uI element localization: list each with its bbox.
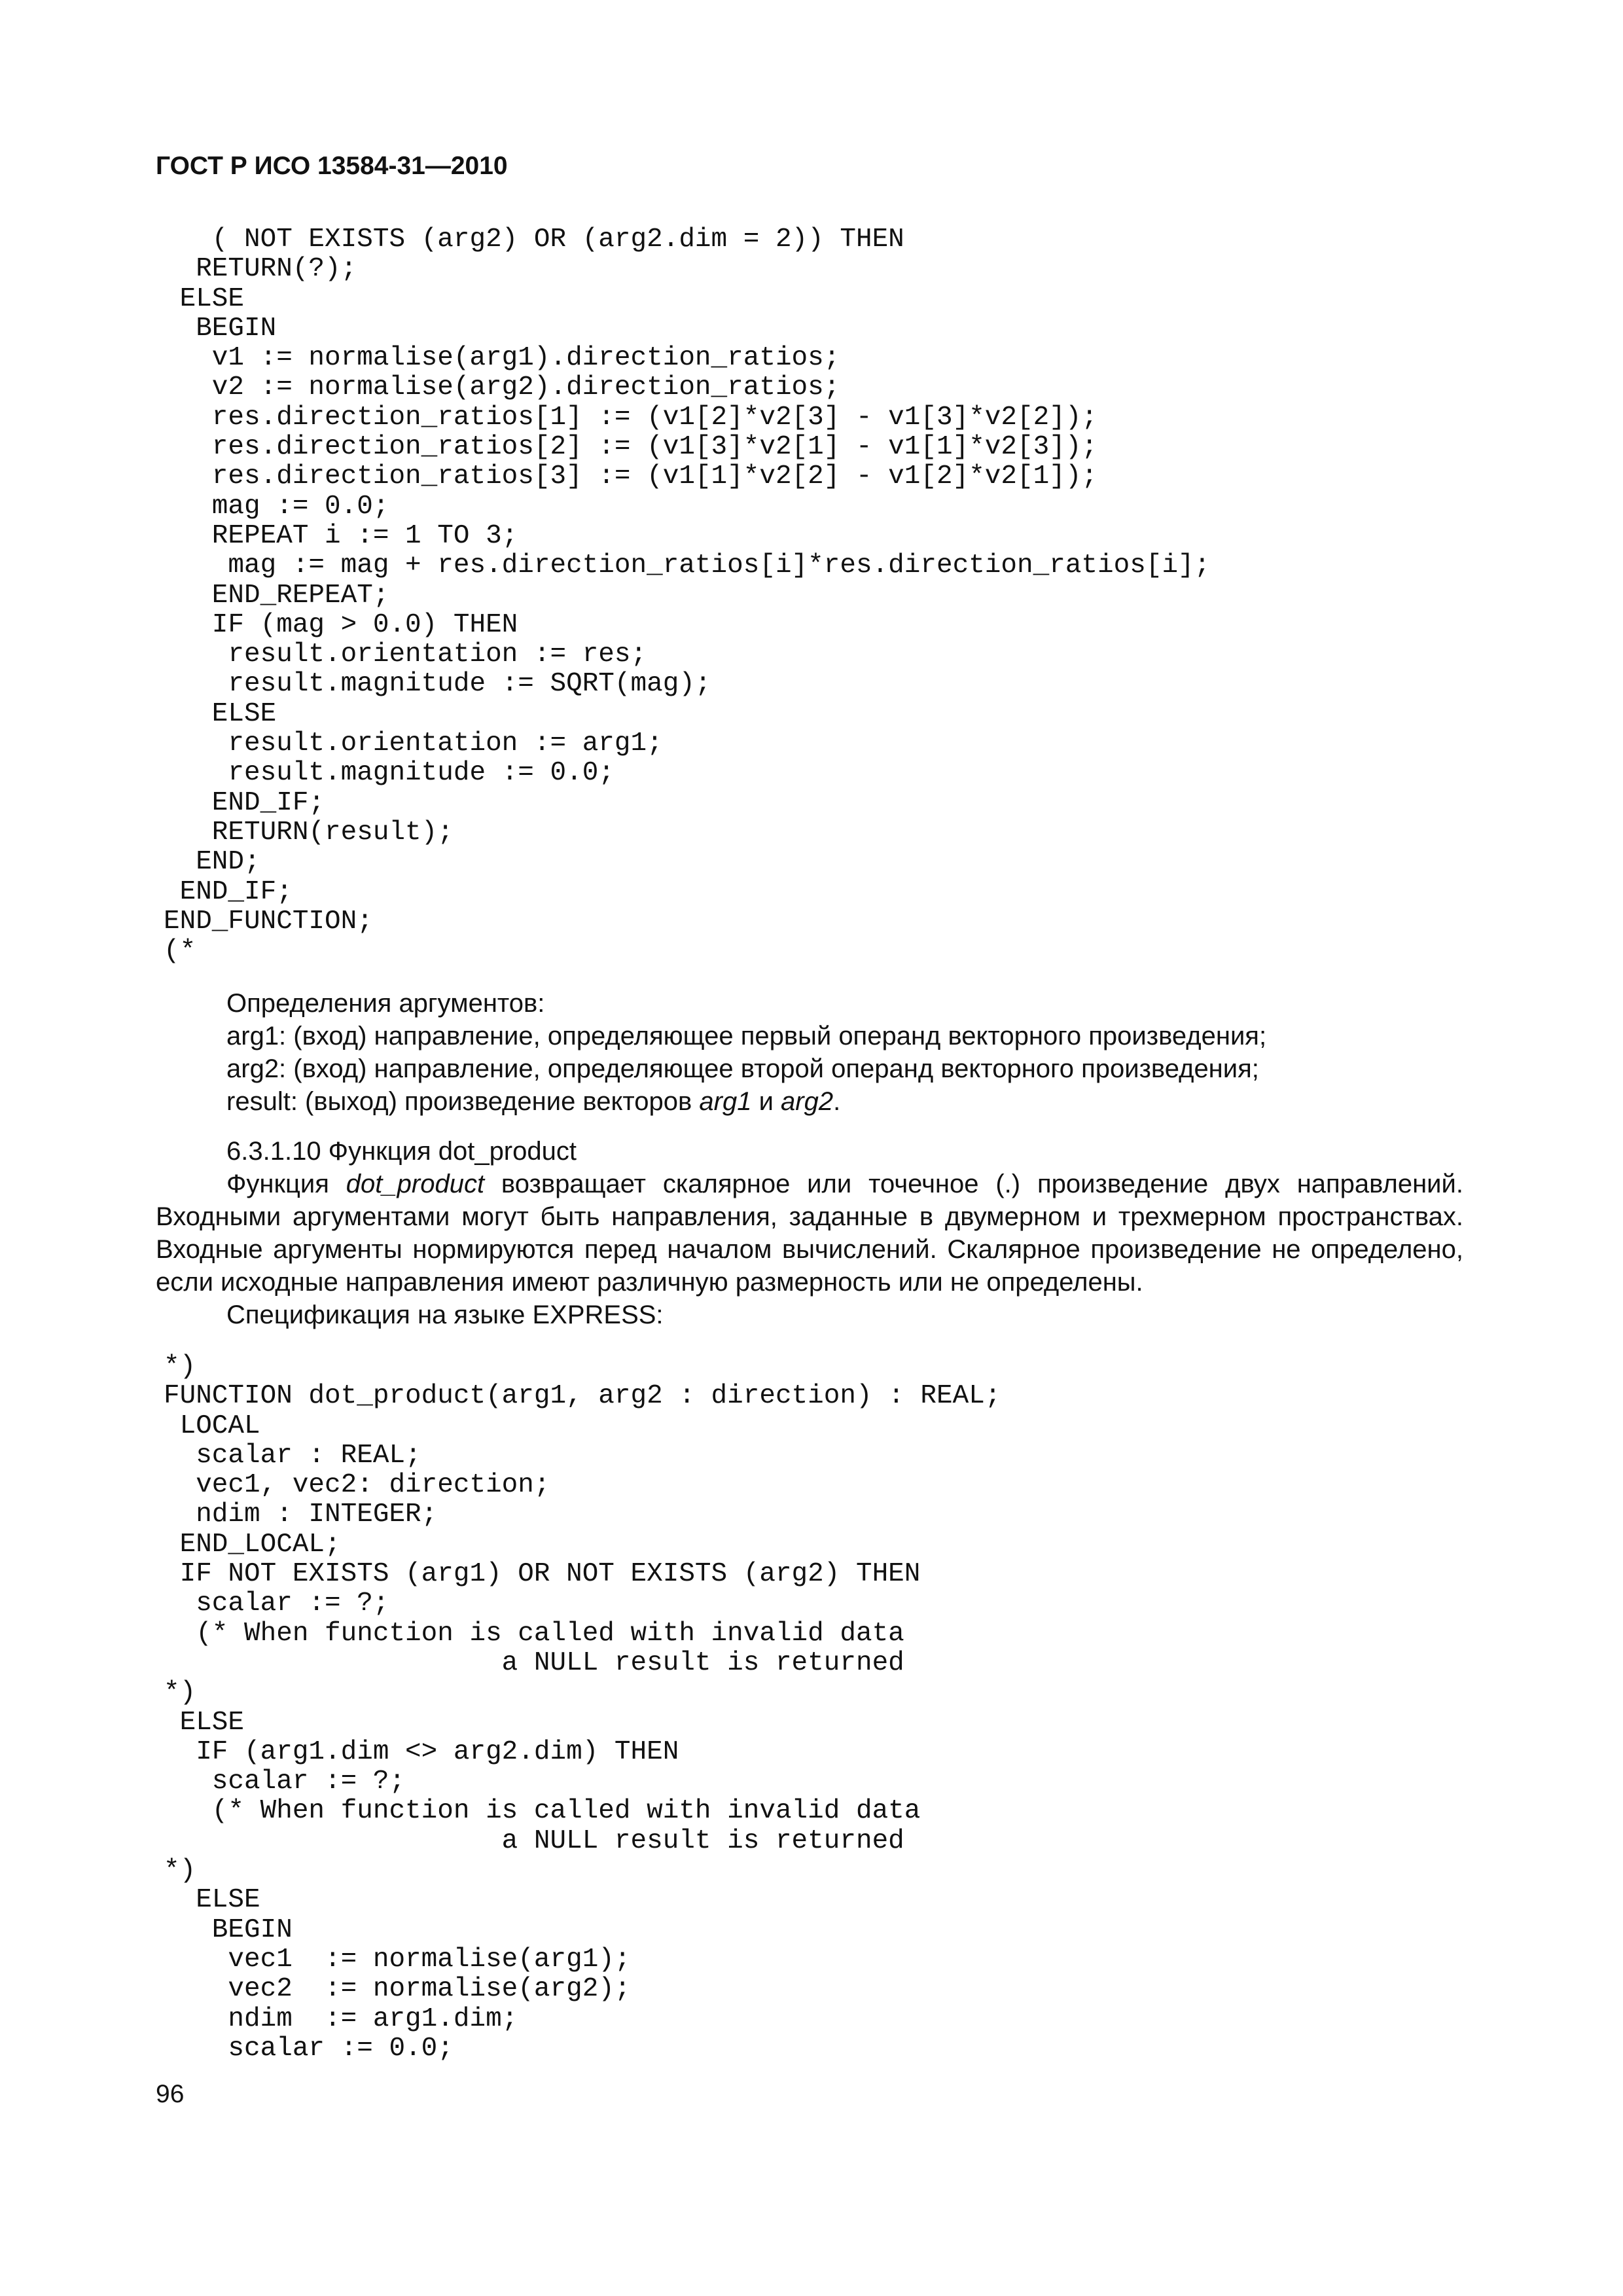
section-paragraph-start: Функция	[226, 1170, 346, 1198]
result-arg2-ref: arg2	[781, 1087, 834, 1116]
code-line: ndim : INTEGER;	[164, 1499, 438, 1530]
code-line: ELSE	[164, 1885, 260, 1916]
code-line: BEGIN	[164, 1914, 293, 1945]
code-line: IF (arg1.dim <> arg2.dim) THEN	[164, 1736, 679, 1767]
code-line: v2 := normalise(arg2).direction_ratios;	[164, 372, 840, 403]
code-line: result.orientation := arg1;	[164, 728, 663, 759]
code-line: result.magnitude := 0.0;	[164, 758, 615, 789]
code-line: scalar := ?;	[164, 1588, 389, 1619]
code-line: IF NOT EXISTS (arg1) OR NOT EXISTS (arg2) THEN	[164, 1559, 921, 1590]
code-line: result.magnitude := SQRT(mag);	[164, 669, 711, 700]
code-line: *)	[164, 1677, 196, 1708]
code-line: vec1, vec2: direction;	[164, 1470, 550, 1501]
code-line: (* When function is called with invalid data	[164, 1796, 921, 1827]
result-end: .	[833, 1087, 841, 1116]
code-line: vec2 := normalise(arg2);	[164, 1974, 631, 2005]
code-line: *)	[164, 1856, 196, 1886]
code-line: scalar : REAL;	[164, 1440, 421, 1471]
section-heading: 6.3.1.10 Функция dot_product	[226, 1137, 577, 1166]
code-line: *)	[164, 1352, 196, 1382]
express-code-block-dot-product	[164, 1352, 1001, 2064]
code-line: a NULL result is returned	[164, 1647, 904, 1678]
result-and: и	[751, 1087, 781, 1116]
arg1-definition: arg1: (вход) направление, определяющее первый операнд векторного произведения;	[226, 1022, 1267, 1050]
code-line: mag := mag + res.direction_ratios[i]*res.direction_ratios[i];	[164, 550, 1211, 581]
code-line: vec1 := normalise(arg1);	[164, 1944, 631, 1975]
code-line: scalar := 0.0;	[164, 2033, 454, 2064]
code-line: ndim := arg1.dim;	[164, 2003, 518, 2034]
code-line: LOCAL	[164, 1410, 260, 1441]
code-line: res.direction_ratios[3] := (v1[1]*v2[2] - v1[2]*v2[1]);	[164, 461, 1098, 492]
code-line: v1 := normalise(arg1).direction_ratios;	[164, 343, 840, 374]
result-definition	[156, 1085, 1463, 1118]
result-arg1-ref: arg1	[699, 1087, 752, 1116]
section-paragraph-rest: возвращает скалярное или точечное (.) произведение двух направлений. Входными аргументами могут быть направления, заданные в двумерном и трехмерном пространствах. Входные аргументы нормируются перед началом вычислений. Скалярное произведение не определено, если исходные направления имеют различную размерность или не определены.	[156, 1170, 1463, 1297]
code-line: FUNCTION dot_product(arg1, arg2 : direction) : REAL;	[164, 1381, 1001, 1412]
code-line: ELSE	[164, 698, 277, 729]
code-line: REPEAT i := 1 TO 3;	[164, 520, 518, 551]
argument-definitions	[156, 987, 1463, 1118]
code-line: IF (mag > 0.0) THEN	[164, 609, 518, 640]
argument-definitions-heading: Определения аргументов:	[226, 989, 545, 1018]
code-line: (*	[164, 936, 196, 967]
code-line: RETURN(?);	[164, 254, 357, 285]
code-line: END_IF;	[164, 787, 325, 818]
code-line: END_LOCAL;	[164, 1529, 341, 1560]
code-line: BEGIN	[164, 313, 277, 344]
code-line: END_REPEAT;	[164, 580, 389, 611]
result-definition-text: result: (выход) произведение векторов	[226, 1087, 700, 1116]
code-line: ELSE	[164, 1707, 245, 1738]
code-line: (* When function is called with invalid data	[164, 1618, 904, 1649]
page-number: 96	[156, 2080, 185, 2108]
code-line: END_IF;	[164, 876, 293, 907]
code-line: ( NOT EXISTS (arg2) OR (arg2.dim = 2)) THEN	[164, 224, 904, 255]
code-line: mag := 0.0;	[164, 491, 389, 522]
code-line: res.direction_ratios[2] := (v1[3]*v2[1] - v1[1]*v2[3]);	[164, 432, 1098, 463]
code-line: RETURN(result);	[164, 817, 454, 848]
arg2-definition: arg2: (вход) направление, определяющее второй операнд векторного произведения;	[226, 1054, 1259, 1083]
code-line: result.orientation := res;	[164, 639, 647, 670]
section-paragraph	[156, 1168, 1463, 1299]
express-code-block-cross-product	[164, 225, 1210, 966]
code-line: END;	[164, 847, 260, 878]
document-header: ГОСТ Р ИСО 13584-31—2010	[156, 152, 508, 180]
code-line: END_FUNCTION;	[164, 906, 373, 937]
function-name: dot_product	[346, 1170, 485, 1198]
code-line: scalar := ?;	[164, 1767, 406, 1797]
code-line: ELSE	[164, 283, 245, 314]
specification-label: Спецификация на языке EXPRESS:	[226, 1300, 664, 1329]
code-line: res.direction_ratios[1] := (v1[2]*v2[3] - v1[3]*v2[2]);	[164, 402, 1098, 433]
section-dot-product	[156, 1135, 1463, 1331]
code-line: a NULL result is returned	[164, 1825, 904, 1856]
